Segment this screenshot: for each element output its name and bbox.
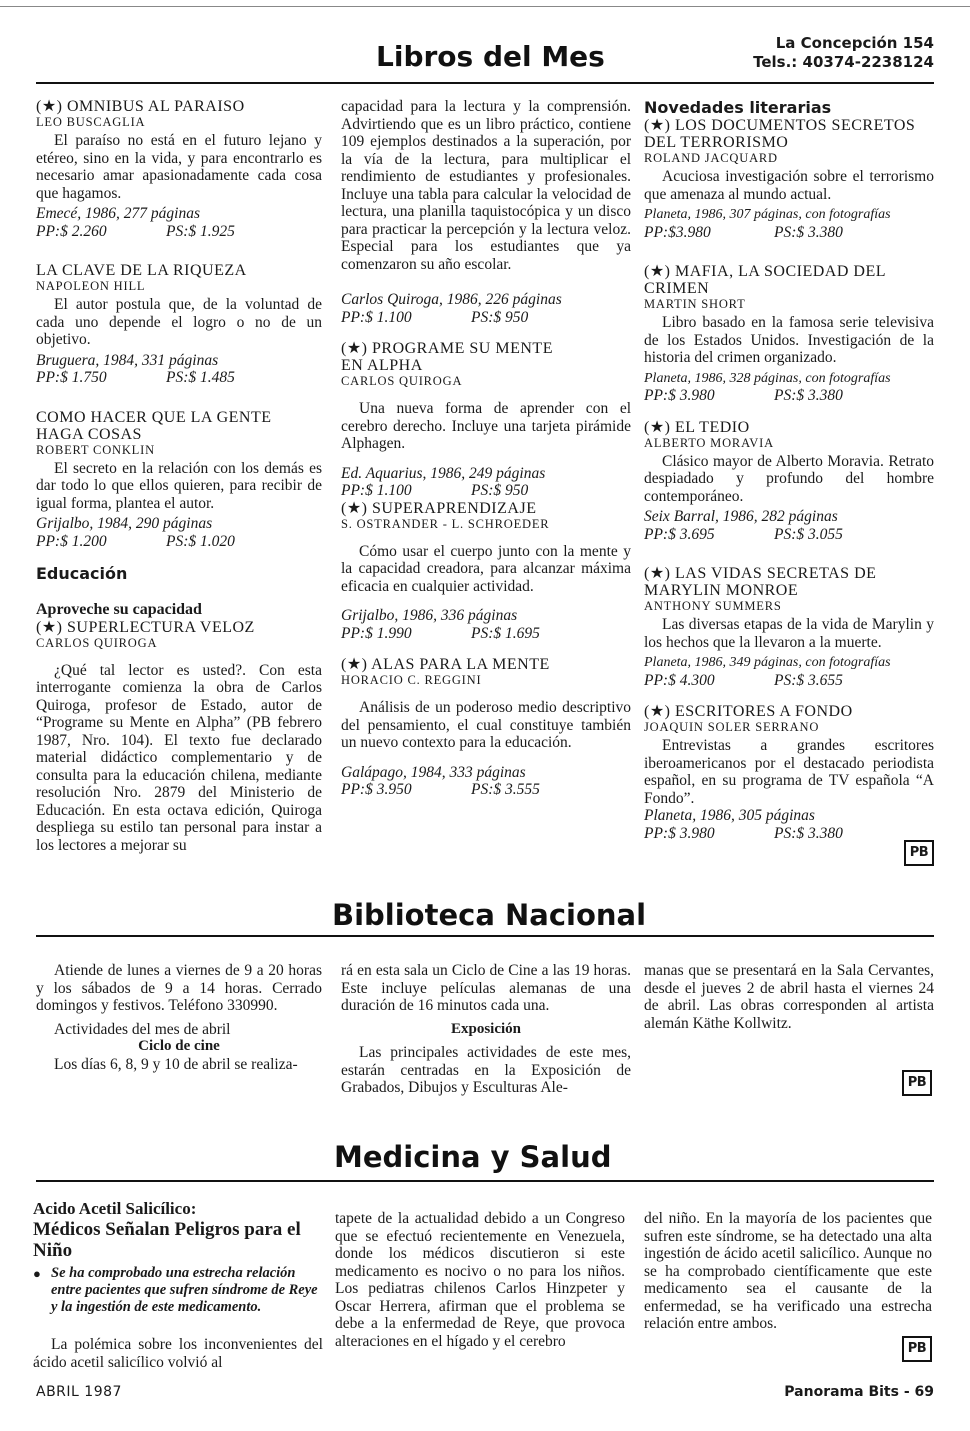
book-publisher: Ed. Aquarius, 1986, 249 páginas — [341, 464, 546, 482]
book-author: LEO BUSCAGLIA — [36, 115, 146, 129]
section-title-biblioteca: Biblioteca Nacional — [328, 898, 650, 932]
biblio-hours: Atiende de lunes a viernes de 9 a 20 horas y los sábados de 9 a 14 horas. Cerrado domingos y festivos. Teléfono 330990. — [36, 962, 322, 1014]
book-publisher: Planeta, 1986, 307 páginas, con fotografías — [644, 207, 891, 222]
book-author: NAPOLEON HILL — [36, 279, 146, 293]
book-author: ROBERT CONKLIN — [36, 442, 155, 457]
book-description: Análisis de un poderoso medio descriptivo del pensamiento, el cual constituye también un nuevo contexto para la educación. — [341, 699, 631, 751]
medicina-column-2 — [335, 1210, 625, 1350]
price-ps: PS:$ 1.925 — [166, 222, 235, 240]
section-title-libros: Libros del Mes — [376, 40, 605, 73]
biblio-exposicion-subhead: Exposición — [450, 1020, 522, 1037]
book-escritores-fondo — [644, 703, 934, 842]
biblio-cine-text: Los días 6, 8, 9 y 10 de abril se realiza- — [54, 1055, 298, 1073]
biblio-cine-cont: rá en esta sala un Ciclo de Cine a las 19 horas. Este incluye películas alemanas de una duración de 16 minutos cada una. — [341, 962, 631, 1014]
book-description: ¿Qué tal lector es usted?. Con esta interrogante comienza la obra de Carlos Quiroga, profesor de Estado, autor de “Programe su Mente en Alpha” (PB febrero 1987, Nro. 104). El texto fue declarado material didáctico complementario y de consulta para la educación chilena, mediante resolución Nro. 2879 del Ministerio de Educación. En esta octava edición, Quiroga despliega su estilo tan personal para instar a los lectores a mejorar su — [36, 661, 322, 854]
header-address — [753, 34, 934, 72]
book-title: (★) EL TEDIO — [644, 418, 750, 436]
price-pp: PP:$ 1.990 — [341, 624, 412, 642]
book-author: S. OSTRANDER - L. SCHROEDER — [341, 516, 550, 531]
book-price — [644, 526, 934, 544]
article-text-1: La polémica sobre los inconvenientes del ácido acetil salicílico volvió al — [33, 1336, 323, 1371]
book-price — [36, 533, 322, 551]
price-pp: PP:$ 3.980 — [644, 824, 715, 842]
price-pp: PP:$ 1.100 — [341, 482, 412, 499]
price-ps: PS:$ 1.020 — [166, 532, 235, 550]
book-author: MARTIN SHORT — [644, 297, 746, 311]
book-title: (★) OMNIBUS AL PARAISO — [36, 98, 245, 115]
header-rule — [36, 82, 934, 84]
book-alas-mente — [341, 656, 631, 799]
book-marylin-monroe — [644, 565, 934, 689]
book-title: COMO HACER QUE LA GENTE HAGA COSAS — [36, 408, 272, 443]
book-description: El autor postula que, de la voluntad de cada uno depende el logro o no de un objetivo. — [36, 296, 322, 348]
book-publisher: Bruguera, 1984, 331 páginas — [36, 351, 219, 369]
header-address-line2: Tels.: 40374-2238124 — [753, 53, 934, 71]
book-description: El paraíso no está en el futuro lejano y etéreo, sino en la vida, y para encontrarlo es necesario amar apasionadamente cada cosa que hagamos. — [36, 132, 322, 202]
book-description: Acuciosa investigación sobre el terrorismo que amenaza al mundo actual. — [644, 168, 934, 203]
book-publisher: Grijalbo, 1986, 336 páginas — [341, 607, 518, 624]
book-price — [341, 781, 631, 799]
book-price — [36, 223, 322, 241]
biblio-activities: Actividades del mes de abril — [54, 1020, 231, 1038]
column-3 — [644, 98, 934, 842]
biblio-column-3 — [644, 962, 934, 1032]
biblio-exposicion-text: Las principales actividades de este mes, estarán centradas en la Exposición de Grabados, Dibujos y Esculturas Ale- — [341, 1044, 631, 1096]
book-author: ROLAND JACQUARD — [644, 151, 778, 165]
book-title: (★) LOS DOCUMENTOS SECRETOS DEL TERRORISMO — [644, 117, 916, 151]
footer-page: Panorama Bits - 69 — [784, 1384, 934, 1400]
book-publisher: Galápago, 1984, 333 páginas — [341, 763, 526, 781]
biblio-column-1 — [36, 962, 322, 1073]
book-description: Entrevistas a grandes escritores iberoamericanos por el destacado periodista español, en su programa de TV española “A Fondo”. — [644, 737, 934, 807]
article-text-2: tapete de la actualidad debido a un Congreso que se efectuó recientemente en Venezuela, donde los médicos discutieron si este medicamento es nocivo o no para los niños. Los pediatras chilenos Carlos Hinzpeter y Oscar Herrera, afirman que el problema se debe a la enfermedad de Reye, que provoca alteraciones en el hígado y el cerebro — [335, 1210, 625, 1350]
book-price — [644, 224, 934, 242]
price-pp: PP:$ 1.200 — [36, 532, 107, 550]
price-pp: PP:$ 3.980 — [644, 387, 715, 404]
medicina-rule — [36, 1180, 934, 1182]
price-pp: PP:$ 3.695 — [644, 525, 715, 543]
book-description: El secreto en la relación con los demás es dar todo lo que ellos quieren, para recibir de igual forma, plantea el autor. — [36, 459, 322, 512]
medicina-column-1 — [33, 1198, 323, 1371]
book-superlectura-cont — [341, 98, 631, 326]
book-author: CARLOS QUIROGA — [36, 635, 158, 650]
column-2 — [341, 98, 631, 799]
price-pp: PP:$ 2.260 — [36, 222, 107, 240]
book-author: CARLOS QUIROGA — [341, 374, 463, 388]
price-ps: PS:$ 3.380 — [774, 387, 843, 404]
subheading: Aproveche su capacidad — [36, 601, 202, 618]
column-1 — [36, 98, 322, 854]
price-ps: PS:$ 3.380 — [774, 223, 843, 241]
book-title: (★) SUPERAPRENDIZAJE — [341, 499, 537, 517]
book-title: (★) PROGRAME SU MENTE EN ALPHA — [341, 340, 553, 374]
book-description: Libro basado en la famosa serie televisiva de los Estados Unidos. Investigación de la historia del crimen organizado. — [644, 314, 934, 366]
book-price — [341, 309, 631, 327]
price-ps: PS:$ 1.485 — [166, 369, 235, 386]
footer-date: ABRIL 1987 — [36, 1384, 122, 1400]
price-ps: PS:$ 1.695 — [471, 624, 540, 642]
price-ps: PS:$ 3.380 — [774, 824, 843, 842]
price-pp: PP:$3.980 — [644, 223, 711, 241]
section-title-medicina: Medicina y Salud — [334, 1140, 612, 1174]
biblio-rule — [36, 935, 934, 937]
biblio-exposicion-cont: manas que se presentará en la Sala Cervantes, desde el jueves 2 de abril hasta el viernes 24 de abril. Las obras corresponden al artista alemán Käthe Kollwitz. — [644, 962, 934, 1032]
biblio-cine-subhead: Ciclo de cine — [138, 1038, 220, 1054]
continuation-text: capacidad para la lectura y la comprensión. Advirtiendo que es un libro práctico, contiene 109 ejemplos destinados a la superación, por la vía de la lectura, para multiplicar el rendimiento de estudiantes y profesionales. Incluye una tabla para calcular la velocidad de lectura, una planilla taquistocópica y un disco para practicar la percepción y la lectura veloz. Especial para los estudiantes que ya comenzaron su año escolar. — [341, 98, 631, 273]
price-pp: PP:$ 1.750 — [36, 369, 107, 386]
book-author: HORACIO C. REGGINI — [341, 673, 482, 687]
book-price — [644, 825, 934, 843]
book-publisher: Seix Barral, 1986, 282 páginas — [644, 508, 838, 525]
book-title: (★) SUPERLECTURA VELOZ — [36, 618, 255, 636]
article-headline: Médicos Señalan Peligros para el Niño — [33, 1219, 301, 1261]
book-publisher: Carlos Quiroga, 1986, 226 páginas — [341, 291, 562, 308]
book-title: (★) MAFIA, LA SOCIEDAD DEL CRIMEN — [644, 263, 886, 297]
book-programe-mente — [341, 340, 631, 500]
pb-logo-libros: PB — [904, 840, 934, 866]
book-description: Clásico mayor de Alberto Moravia. Retrato despiadado y profundo del hombre contemporáneo. — [644, 452, 934, 505]
book-publisher: Grijalbo, 1984, 290 páginas — [36, 515, 213, 532]
price-ps: PS:$ 950 — [471, 482, 529, 499]
book-mafia — [644, 263, 934, 405]
pb-logo-medicina: PB — [902, 1336, 932, 1362]
book-price — [36, 369, 322, 387]
price-pp: PP:$ 4.300 — [644, 671, 715, 689]
book-price — [341, 625, 631, 643]
book-description: Cómo usar el cuerpo junto con la mente y la capacidad creadora, para alcanzar máxima eficacia en cualquier actividad. — [341, 542, 631, 595]
book-title: (★) LAS VIDAS SECRETAS DE MARYLIN MONROE — [644, 565, 877, 599]
book-clave-riqueza — [36, 262, 322, 387]
biblio-column-2 — [341, 962, 631, 1097]
book-title: (★) ESCRITORES A FONDO — [644, 703, 853, 720]
book-author: ANTHONY SUMMERS — [644, 599, 782, 613]
education-heading: Educación — [36, 564, 128, 583]
book-author: JOAQUIN SOLER SERRANO — [644, 720, 820, 734]
book-superaprendizaje — [341, 500, 631, 643]
medicina-column-3 — [644, 1210, 934, 1333]
price-pp: PP:$ 1.100 — [341, 308, 412, 326]
book-superlectura — [36, 601, 322, 854]
article-kicker: Acido Acetil Salicílico: — [33, 1199, 197, 1218]
price-ps: PS:$ 3.555 — [471, 781, 540, 798]
article-summary: ● Se ha comprobado una estrecha relación entre pacientes que sufren síndrome de Reye y la ingestión de este medicamento. — [33, 1265, 323, 1316]
book-description: Las diversas etapas de la vida de Marylin y los hechos que la llevaron a la muerte. — [644, 616, 934, 651]
header-address-line1: La Concepción 154 — [775, 34, 934, 52]
book-title: (★) ALAS PARA LA MENTE — [341, 656, 550, 673]
book-publisher: Planeta, 1986, 349 páginas, con fotografías — [644, 655, 891, 670]
price-ps: PS:$ 3.655 — [774, 671, 843, 689]
book-publisher: Emecé, 1986, 277 páginas — [36, 205, 201, 222]
book-author: ALBERTO MORAVIA — [644, 435, 774, 450]
book-omnibus — [36, 98, 322, 240]
price-pp: PP:$ 3.950 — [341, 781, 412, 798]
price-ps: PS:$ 3.055 — [774, 525, 843, 543]
book-publisher: Planeta, 1986, 328 páginas, con fotografías — [644, 370, 891, 386]
book-publisher: Planeta, 1986, 305 páginas — [644, 807, 815, 824]
pb-logo-biblio: PB — [902, 1070, 932, 1096]
article-text-3: del niño. En la mayoría de los pacientes que sufren este síndrome, se ha detectado una alta ingestión de ácido acetil salicílico. Aunque no se ha comprobado científicamente que este medicamento sea el causante de la enfermedad, se ha verificado una estrecha relación entre ambos. — [644, 1210, 932, 1332]
book-title: LA CLAVE DE LA RIQUEZA — [36, 262, 247, 279]
novedades-heading: Novedades literarias — [644, 98, 832, 117]
book-price — [644, 387, 934, 405]
book-price — [644, 672, 934, 690]
book-price — [341, 482, 631, 500]
book-description: Una nueva forma de aprender con el cerebro derecho. Incluye una tarjeta pirámide Alphagen. — [341, 400, 631, 452]
top-rule — [0, 6, 970, 7]
book-documentos-terrorismo — [644, 117, 934, 241]
book-el-tedio — [644, 419, 934, 544]
book-como-hacer — [36, 409, 322, 551]
price-ps: PS:$ 950 — [471, 308, 529, 326]
